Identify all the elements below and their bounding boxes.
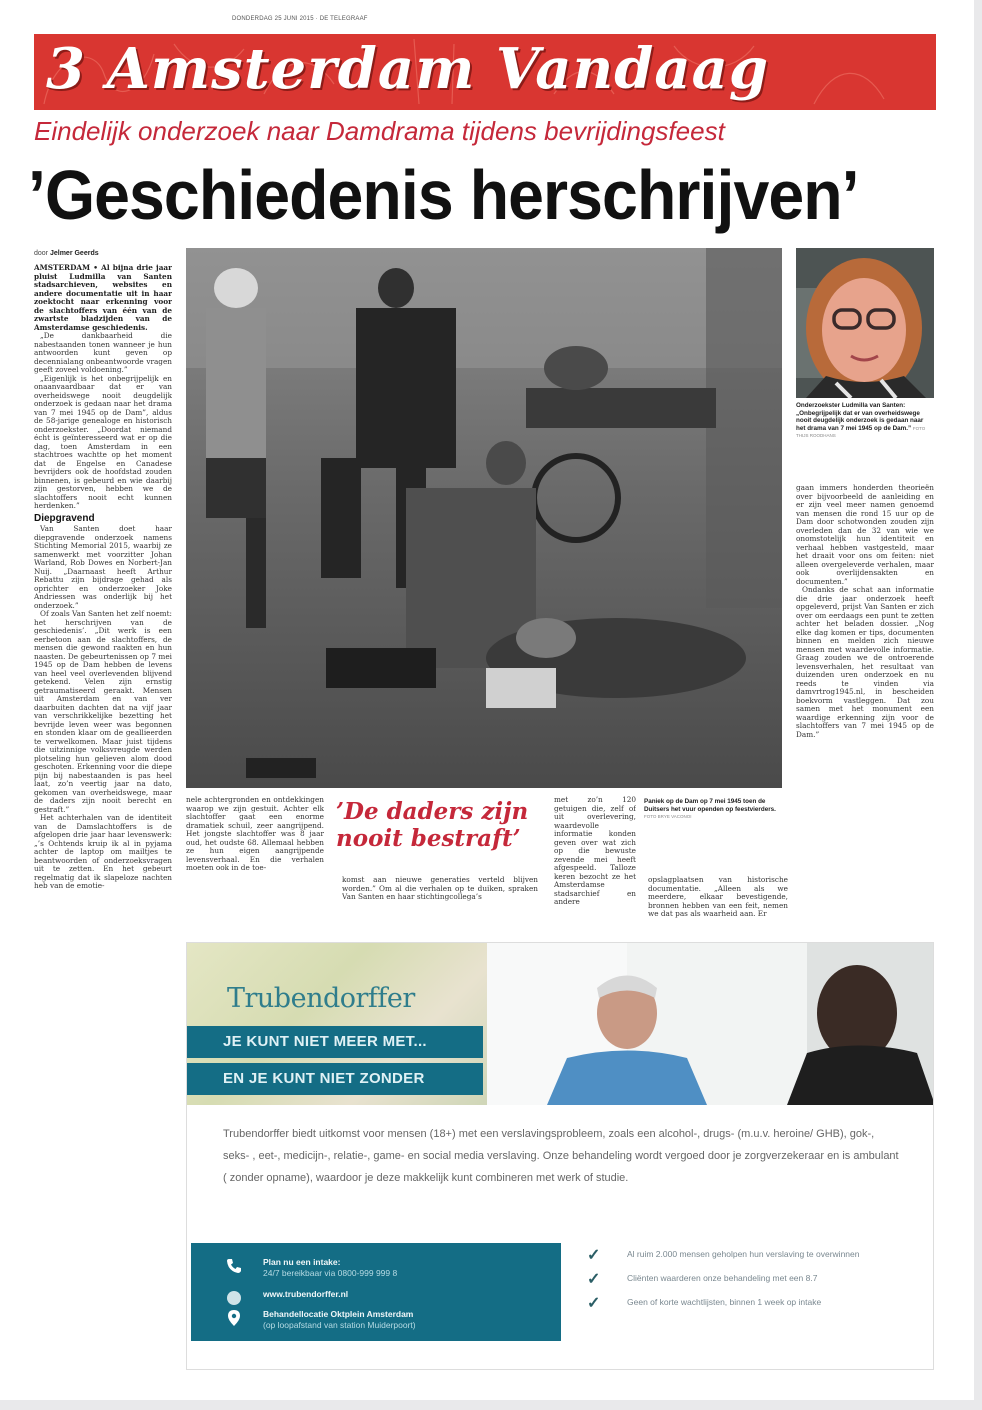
byline-author: Jelmer Geerds [49,250,99,257]
ad-contact-web[interactable] [225,1289,348,1307]
benefit-text: Geen of korte wachtlijsten, binnen 1 week op intake [627,1297,822,1307]
paragraph: nele achtergronden en ontdekkingen waarop we zijn gestuit. Achter elk slachtoffer gaat een enorme dramatiek schuil, zeer aangrijpend. Het jongste slachtoffer was 8 jaar oud, het oudste 68. Allemaal hebben ze hun eigen aangrijpende levensverhaal. En die verhalen moeten ook in de toe- [186,796,324,872]
article-kicker: Eindelijk onderzoek naar Damdrama tijdens bevrijdingsfeest [34,116,725,146]
lead-place: AMSTERDAM • [34,264,98,272]
paragraph: met zo’n 120 getuigen die, zelf of uit overlevering, waardevolle informatie konden geven over wat zich op die bewuste zevende mei heeft afgespeeld. Talloze keren bezocht ze het Amsterdamse stadsarchief en andere [554,796,636,906]
pull-quote: ’De daders zijn nooit bestraft’ [336,798,529,852]
advertisement[interactable] [186,942,934,1370]
photo-caption [644,798,790,821]
ad-contact-box [191,1243,561,1341]
location-title: Behandellocatie Oktplein Amsterdam [263,1309,414,1319]
portrait-caption [796,402,934,440]
location-text: (op loopafstand van station Muiderpoort) [263,1320,416,1330]
portrait-photo [796,248,934,398]
portrait-illustration [796,248,934,398]
subheading: Diepgravend [34,512,95,524]
paragraph: Het achterhalen van de identiteit van de Damslachtoffers is de afgelopen drie jaar haar levenswerk: „’s Ochtends kruip ik al in pyjama achter de laptop om mailtjes te beantwoorden of onderzoeksvragen uit te zetten. En het gebeurt regelmatig dat ik slapeloze nachten heb van de emotie- [34,813,172,890]
paragraph: Of zoals Van Santen het zelf noemt: het herschrijven van de geschiedenis’. „Dit werk is een eerbetoon aan de slachtoffers, de mensen die gewond raakten en hun naasten. De gebeurtenissen op 7 mei 1945 op de Dam hebben de levens van heel veel overlevenden blijvend getekend. Velen zijn ernstig getraumatiseerd geraakt. Mensen uit Amsterdam en van ver daarbuiten dachten dat na vijf jaar van verschrikkelijke bezetting het bevrijde leven weer was begonnen en stonden klaar om de geallieerden te verwelkomen. Maar juist tijdens die uitzinnige volksvreugde werden plotseling hun gelieven alom dood geschoten. Erkenning voor die diepe pijn bij nabestaanden is pas heel laat, zo’n veertig jaar na dato, gekomen van overheidswege, maar de daders zijn nooit berecht en gestraft.” [34,609,172,814]
photo-illustration [186,248,782,788]
photo-caption-text: Paniek op de Dam op 7 mei 1945 toen de Duitsers het vuur openden op feestvierders. [644,798,776,813]
article-column-4 [554,796,636,938]
main-photo [186,248,782,788]
phone-title: Plan nu een intake: [263,1257,341,1267]
ad-benefits-list [587,1249,917,1321]
paragraph: opslagplaatsen van historische documentatie. „Alleen als we meerdere, elkaar bevestigende, bronnen hebben van een feit, nemen we dat pas als waarheid aan. Er [648,876,788,918]
article-column-5 [648,876,788,938]
checkmark-icon: ✓ [587,1247,601,1264]
section-title: 3 Amsterdam Vandaag [46,36,770,102]
lead-text: Al bijna drie jaar pluist Ludmilla van Santen stadsarchieven, websites en andere documentatie uit in haar zoektocht naar erkenning voor de slachtoffers van één van de zwartste bladzijden van de Amsterdamse geschiedenis. [34,264,172,332]
article-column-2 [186,796,324,936]
checkmark-icon: ✓ [587,1271,601,1288]
ad-logo: Trubendorffer [227,983,415,1014]
paragraph: „Eigenlijk is het onbegrijpelijk en onaanvaardbaar dat er van overheidswege nooit deugdelijk onderzoek is gedaan naar het drama van 7 mei 1945 op de Dam”, aldus de 58-jarige genealoge en historisch onderzoekster. „Doordat niemand écht is geïnteresseerd wat er op die dag, toen Amsterdam in een stachtroes wachtte op het moment dat de Engelse en Canadese bevrijders ook de hoofdstad zouden binnenen, is gebeurd en wie daarbij zijn gestorven, hebben we de slachtoffers nooit echt kunnen herdenken.” [34,373,172,510]
ad-photo [487,943,934,1105]
article-column-1 [34,264,172,1364]
dateline: DONDERDAG 25 JUNI 2015 · DE TELEGRAAF [232,16,368,22]
article-lead [34,264,172,332]
ad-slogan-2: EN JE KUNT NIET ZONDER [187,1063,483,1095]
portrait-caption-text: Onderzoekster Ludmilla van Santen: „Onbegrijpelijk dat er van overheidswege nooit deugdelijk onderzoek is gedaan naar het drama van 7 mei 1945 op de Dam.” [796,402,924,432]
portrait-credit: FOTO THIJS ROODHANS [796,425,926,439]
paragraph: „De dankbaarheid die nabestaanden tonen wanneer je hun antwoorden kunt geven op decennialang onbeantwoorde vragen geeft zoveel voldoening.” [34,331,172,374]
ad-hero [187,943,934,1105]
photo-credit: FOTO BRYE VACONOI [644,814,692,820]
ad-slogan-1: JE KUNT NIET MEER MET... [187,1026,483,1058]
article-column-3 [342,876,538,938]
byline-prefix: door [34,250,49,257]
benefit-item [587,1249,917,1263]
checkmark-icon: ✓ [587,1295,601,1312]
byline [34,250,99,257]
paragraph: gaan immers honderden theorieën over bijvoorbeeld de aanleiding en er zijn veel meer namen genoemd van mensen die rond 15 uur op de Dam door schotwonden zouden zijn overleden dan de 32 van wie we onomstotelijk hun identiteit en verhaal hebben vastgesteld, maar het draait voor ons om feiten: niet alleen overgeleverde verhalen, maar ook overlijdensakten en documenten.” [796,484,934,586]
paragraph: komst aan nieuwe generaties verteld blijven worden.” Om al die verhalen op te duiken, spraken Van Santen en haar stichtingcollega’s [342,876,538,901]
website-link[interactable]: www.trubendorffer.nl [263,1289,349,1299]
benefit-item [587,1297,917,1311]
ad-contact-location[interactable] [225,1309,416,1331]
article-headline: ’Geschiedenis herschrijven’ [28,156,859,234]
globe-icon [225,1289,243,1307]
map-pin-icon [225,1309,243,1327]
section-banner [34,34,936,110]
article-column-6 [796,484,934,938]
ad-contact-phone[interactable] [225,1257,397,1279]
benefit-text: Al ruim 2.000 mensen geholpen hun verslaving te overwinnen [627,1249,860,1259]
phone-icon [225,1257,243,1275]
paragraph: Van Santen doet haar diepgravende onderzoek namens Stichting Memorial 2015, waarbij ze samenwerkt met voorzitter Johan Warland, Rob Dowes en Norbert-Jan Nuij. „Daarnaast heeft Arthur Rebattu zijn bijdrage gehad als oprichter en onderzoeker Joke Andriessen was onderlijk bij het onderzoek.” [34,524,172,610]
phone-text: 24/7 bereikbaar via 0800-999 999 8 [263,1268,398,1278]
benefit-item [587,1273,917,1287]
benefit-text: Cliënten waarderen onze behandeling met een 8.7 [627,1273,818,1283]
ad-body-text: Trubendorffer biedt uitkomst voor mensen (18+) met een verslavingsprobleem, zoals een alcohol-, drugs- (m.u.v. heroine/ GHB), gok-, seks- , eet-, medicijn-, relatie-, game- en social media verslaving. Onze behandeling wordt vergoed door je zorgverzekeraar en is ambulant ( zonder opname), waardoor je deze makkelijk kunt combineren met werk of studie. [223,1128,899,1184]
paragraph: Ondanks de schat aan informatie die drie jaar onderzoek heeft opgeleverd, prijst Van Santen er zich over om eerdaags een punt te zetten achter het beladen dossier. „Nog elke dag komen er tips, documenten binnen en melden zich nieuwe mensen met waardevolle informatie. Graag zouden we de ontroerende levensverhalen, het resultaat van duizenden uren onderzoek en nu reeds te vinden via damvrtrog1945.nl, in bescheiden boekvorm vastleggen. Dat zou samen met het monument een waardige erkenning zijn voor de slachtoffers van 7 mei 1945 op de Dam.” [796,585,934,739]
